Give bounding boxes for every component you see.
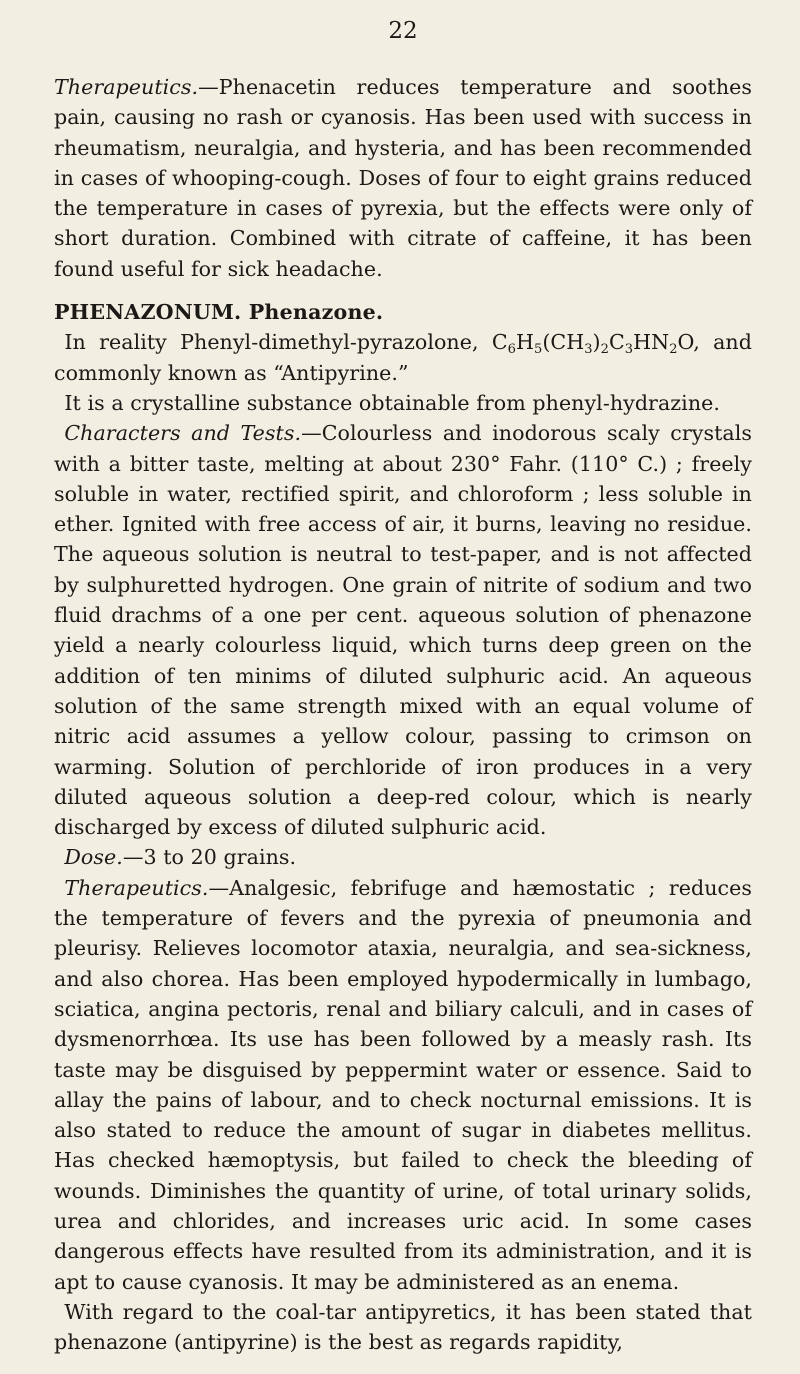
characters-tests-label: Characters and Tests.	[64, 421, 302, 446]
therapeutics-text: —Phenacetin reduces temperature and soothes pain, causing no rash or cyanosis. Has been used with success in rheumatism, neuralgia, and hysteria, and has been recommended in cases of whooping-cough. Doses of four to eight grains reduced the temperature in cases of pyrexia, but the effects were only of short duration. Combined with citrate of caffeine, it has been found useful for sick headache.	[54, 75, 752, 281]
heading-english-name: Phenazone.	[248, 300, 384, 325]
coal-tar-paragraph	[54, 1297, 752, 1358]
therapeutics-paragraph-phenazone	[54, 873, 752, 1297]
dose-label: Dose.	[64, 845, 123, 870]
characters-tests-paragraph	[54, 418, 752, 842]
therapeutics-paragraph-phenacetin	[54, 72, 752, 284]
chemical-formula: $C_6H_5(CH_3)_2C_3HN_2O$,	[491, 330, 700, 358]
definition-lead: In reality Phenyl-dimethyl-pyrazolone,	[64, 330, 479, 355]
therapeutics-text-2: —Analgesic, febrifuge and hæmostatic ; reduces the temperature of fevers and the pyrexia of pneumonia and pleurisy. Relieves locomotor ataxia, neuralgia, and sea-sickness, and also chorea. Has been employed hypodermically in lumbago, sciatica, angina pectoris, renal and biliary calculi, and in cases of dysmenorrhœa. Its use has been followed by a measly rash. Its taste may be disguised by peppermint water or essence. Said to allay the pains of labour, and to check nocturnal emissions. It is also stated to reduce the amount of sugar in diabetes mellitus. Has checked hæmoptysis, but failed to check the bleeding of wounds. Diminishes the quantity of urine, of total urinary solids, urea and chlorides, and increases uric acid. In some cases dangerous effects have resulted from its administration, and it is apt to cause cyanosis. It may be administered as an enema.	[54, 875, 752, 1294]
origin-paragraph	[54, 388, 752, 418]
section-heading	[54, 297, 752, 327]
therapeutics-label: Therapeutics.	[54, 75, 199, 99]
characters-tests-text: —Colourless and inodorous scaly crystals with a bitter taste, melting at about 230° Fahr. (110° C.) ; freely soluble in water, rectified spirit, and chloroform ; less soluble in ether. Ignited with free access of air, it burns, leaving no residue. The aqueous solution is neutral to test-paper, and is not affected by sulphuretted hydrogen. One grain of nitrite of sodium and two fluid drachms of a one per cent. aqueous solution of phenazone yield a nearly colourless liquid, which turns deep green on the addition of ten minims of diluted sulphuric acid. An aqueous solution of the same strength mixed with an equal volume of nitric acid assumes a yellow colour, passing to crimson on warming. Solution of perchloride of iron produces in a very diluted aqueous solution a deep-red colour, which is nearly discharged by excess of diluted sulphuric acid.	[54, 421, 752, 840]
dose-paragraph	[54, 842, 752, 872]
definition-paragraph	[54, 327, 752, 388]
heading-latin-name: PHENAZONUM.	[54, 300, 242, 325]
definition-tail: and commonly known as “Antipyrine.”	[54, 330, 752, 385]
therapeutics-label-2: Therapeutics.	[64, 875, 209, 900]
dose-text: —3 to 20 grains.	[122, 845, 297, 870]
origin-text: It is a crystalline substance obtainable from phenyl-hydrazine.	[64, 390, 720, 415]
coal-tar-text: With regard to the coal-tar antipyretics, it has been stated that phenazone (antipyrine) is the best as regards rapidity,	[54, 1299, 752, 1355]
page-number: 22	[388, 18, 418, 44]
